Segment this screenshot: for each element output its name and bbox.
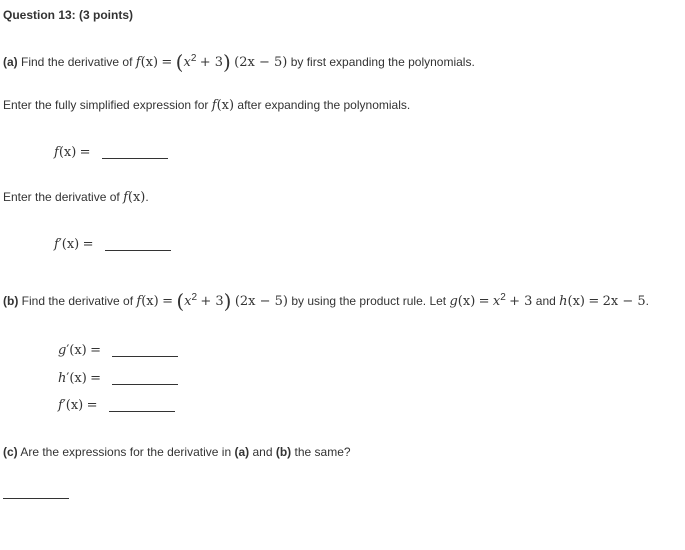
answer-fprime-b-input[interactable]	[109, 410, 175, 412]
part-c-statement	[3, 445, 351, 459]
answer-hprime-arg: (x)	[69, 371, 87, 386]
part-b-label: (b)	[3, 294, 19, 308]
answer-row-fx	[54, 145, 168, 160]
part-c-a-ref: (a)	[234, 445, 250, 459]
answer-fprime-a-input[interactable]	[105, 249, 171, 251]
part-b-g: g	[449, 294, 458, 309]
part-c-and: and	[252, 445, 273, 459]
answer-fprime-b-f: f	[58, 398, 63, 413]
part-a-statement	[3, 50, 475, 74]
part-a-rparen: )	[223, 50, 231, 74]
part-c-label: (c)	[3, 445, 18, 459]
part-c-b-ref: (b)	[275, 445, 292, 459]
answer-hprime-input[interactable]	[112, 383, 178, 385]
part-b-statement	[3, 289, 649, 313]
part-a-second-factor: (2x − 5)	[234, 55, 288, 70]
part-b-fx: (x)	[141, 294, 159, 309]
part-a-fx: (x)	[140, 55, 159, 70]
answer-fx-input[interactable]	[102, 157, 168, 159]
part-a-label: (a)	[3, 55, 18, 69]
part-b-h-eq: =	[588, 294, 600, 309]
answer-fprime-b-prime: ′	[62, 398, 66, 413]
part-a-exp: 2	[190, 53, 197, 64]
derivative-prompt-fx: (x)	[127, 190, 146, 205]
expand-prompt-f: f	[211, 98, 217, 113]
part-a-eq: =	[161, 55, 173, 70]
answer-row-gprime	[58, 343, 178, 358]
expand-prompt	[3, 98, 410, 113]
answer-fprime-b-arg: (x)	[65, 398, 84, 413]
part-b-plus3: + 3	[200, 294, 224, 309]
part-b-hx: (x)	[567, 294, 585, 309]
expand-prompt-fx: (x)	[216, 98, 235, 113]
answer-fprime-b-eq: =	[86, 398, 98, 413]
answer-c-input[interactable]	[3, 498, 69, 499]
part-b-g-eq: =	[478, 294, 490, 309]
answer-fx-eq: =	[79, 145, 91, 160]
part-b-h: h	[559, 294, 568, 309]
part-b-gx: (x)	[457, 294, 476, 309]
part-a-f: f	[135, 55, 141, 70]
answer-fprime-a-f: f	[54, 237, 59, 252]
part-b-rparen: )	[223, 289, 232, 313]
part-b-g-exp: 2	[500, 292, 506, 303]
part-a-text-before: Find the derivative of	[21, 55, 133, 69]
part-b-h-rhs: 2x − 5	[602, 294, 646, 309]
part-b-text-before: Find the derivative of	[21, 294, 134, 308]
part-b-x: x	[184, 294, 192, 309]
derivative-prompt-f: f	[123, 190, 128, 205]
part-c-text-before: Are the expressions for the derivative in	[20, 445, 232, 459]
answer-hprime-h: h	[58, 371, 67, 386]
answer-gprime-g: g	[58, 343, 67, 358]
answer-fprime-a-eq: =	[82, 237, 94, 252]
expand-prompt-text: Enter the fully simplified expression for	[3, 98, 209, 112]
part-a-plus3: + 3	[199, 55, 224, 70]
part-a-x: x	[183, 55, 191, 70]
expand-prompt-after: after expanding the polynomials.	[237, 98, 411, 112]
derivative-prompt-text: Enter the derivative of	[3, 190, 120, 204]
answer-gprime-input[interactable]	[112, 355, 178, 357]
question-title: Question 13: (3 points)	[3, 8, 134, 22]
derivative-prompt-after: .	[145, 190, 149, 204]
part-b-lparen: (	[176, 289, 185, 313]
answer-fx-arg: (x)	[58, 145, 77, 160]
part-b-exp: 2	[191, 292, 198, 303]
part-b-g-x: x	[492, 294, 501, 309]
part-a-lparen: (	[175, 50, 184, 74]
answer-row-hprime	[58, 371, 178, 386]
part-b-and: and	[535, 294, 556, 308]
part-b-eq: =	[162, 294, 173, 309]
answer-hprime-prime: ′	[66, 371, 70, 386]
answer-gprime-eq: =	[90, 343, 102, 358]
part-a-text-after: by first expanding the polynomials.	[290, 55, 475, 69]
part-b-second-factor: (2x − 5)	[234, 294, 289, 309]
answer-row-fprime-a	[54, 237, 171, 252]
part-b-end: .	[645, 294, 649, 308]
answer-hprime-eq: =	[90, 371, 102, 386]
part-b-g-rhs: + 3	[509, 294, 533, 309]
answer-gprime-arg: (x)	[69, 343, 87, 358]
part-b-f: f	[136, 294, 142, 309]
part-c-text-after: the same?	[294, 445, 351, 459]
derivative-prompt	[3, 190, 149, 205]
answer-fprime-a-prime: ′	[58, 237, 62, 252]
answer-gprime-prime: ′	[66, 343, 70, 358]
answer-row-fprime-b	[58, 398, 175, 413]
part-b-text-after: by using the product rule. Let	[291, 294, 447, 308]
answer-fprime-a-arg: (x)	[61, 237, 80, 252]
answer-fx-f: f	[54, 145, 59, 160]
